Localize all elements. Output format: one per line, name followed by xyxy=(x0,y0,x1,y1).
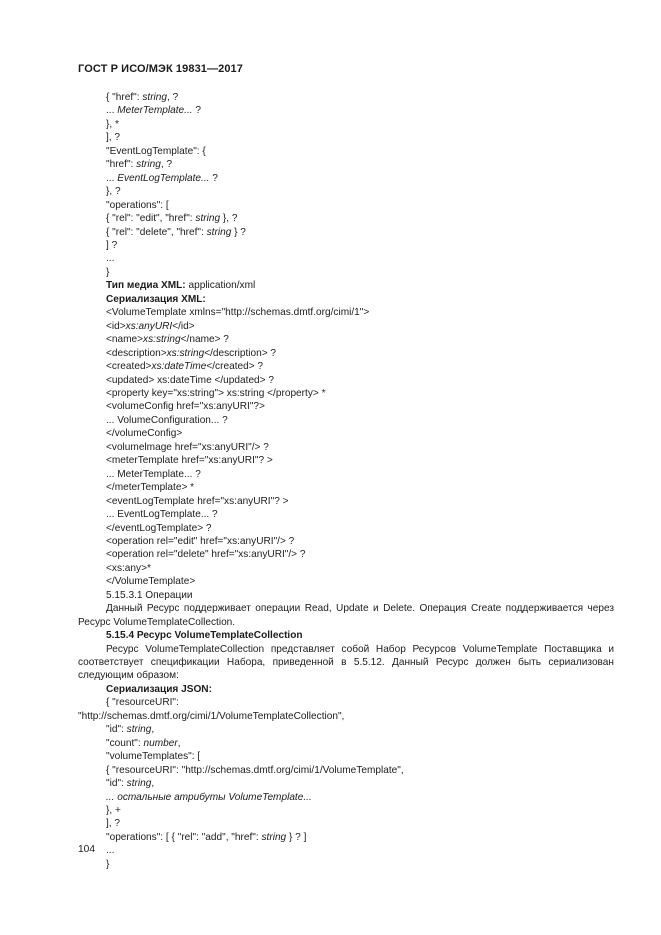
code-text: ? xyxy=(192,105,202,117)
code-text: "http://schemas.dmtf.org/cimi/1/VolumeTemplateCollection", xyxy=(78,710,345,722)
code-line xyxy=(78,414,614,427)
code-text: </description> ? xyxy=(204,347,277,359)
code-text: ... xyxy=(106,845,115,857)
code-text: </VolumeTemplate> xyxy=(106,576,196,588)
code-text: , xyxy=(151,724,155,736)
code-text: <id> xyxy=(106,320,126,332)
code-line xyxy=(78,508,614,521)
code-text: "id": xyxy=(106,724,127,736)
code-text: <eventLogTemplate href="xs:anyURI"? > xyxy=(106,495,289,507)
code-line xyxy=(78,696,614,709)
code-placeholder: string xyxy=(136,159,161,171)
code-text: <volumeConfig href="xs:anyURI"?> xyxy=(106,401,265,413)
code-text: "operations": [ { "rel": "add", "href": xyxy=(106,831,262,843)
code-line xyxy=(78,320,614,333)
code-placeholder: xs:dateTime xyxy=(151,361,207,373)
code-placeholder: xs:string xyxy=(166,347,205,359)
code-text: "volumeTemplates": [ xyxy=(106,751,201,763)
code-line xyxy=(78,535,614,548)
code-text: "id": xyxy=(106,778,127,790)
code-line xyxy=(78,185,614,198)
code-placeholder: string xyxy=(195,213,221,225)
code-text: , ? xyxy=(167,92,179,103)
code-placeholder: EventLogTemplate... xyxy=(117,172,210,184)
code-text: ... xyxy=(106,105,118,117)
code-text: ] ? xyxy=(106,239,118,251)
code-placeholder: string xyxy=(126,778,152,790)
code-text: <xs:any>* xyxy=(106,562,151,574)
code-line xyxy=(78,454,614,467)
code-text: "EventLogTemplate": { xyxy=(106,145,206,157)
code-line xyxy=(78,374,614,387)
code-text: <meterTemplate href="xs:anyURI"? > xyxy=(106,455,273,467)
code-line xyxy=(78,575,614,588)
code-text: </meterTemplate> * xyxy=(106,482,195,494)
code-text: { "resourceURI": xyxy=(106,697,179,709)
page-number: 104 xyxy=(78,844,95,855)
code-text: } xyxy=(106,858,110,870)
code-text: <description> xyxy=(106,347,167,359)
code-line xyxy=(78,131,614,144)
json-block-rest xyxy=(78,723,614,871)
document-body xyxy=(78,91,614,871)
code-line xyxy=(78,750,614,763)
code-text: </eventLogTemplate> ? xyxy=(106,522,212,534)
code-line xyxy=(78,804,614,817)
code-line xyxy=(78,844,614,857)
code-line xyxy=(78,104,614,117)
code-line xyxy=(78,145,614,158)
code-line xyxy=(78,723,614,736)
code-text: <updated> xs:dateTime </updated> ? xyxy=(106,374,274,386)
code-text: { "resourceURI": "http://schemas.dmtf.org/cimi/1/VolumeTemplate", xyxy=(106,764,404,776)
code-text: } xyxy=(106,266,110,278)
code-line xyxy=(78,158,614,171)
code-line xyxy=(78,212,614,225)
code-line xyxy=(78,306,614,319)
code-text: <created> xyxy=(106,361,152,373)
code-line xyxy=(78,737,614,750)
code-line xyxy=(78,333,614,346)
code-placeholder: string xyxy=(142,92,168,103)
code-text: <VolumeTemplate xmlns="http://schemas.dmtf.org/cimi/1"> xyxy=(106,307,370,319)
code-text: <property key="xs:string"> xs:string </property> * xyxy=(106,387,326,399)
code-text: } ? xyxy=(231,226,246,238)
code-text: "count": xyxy=(106,737,144,749)
code-text: } ? ] xyxy=(286,831,307,843)
code-line xyxy=(78,387,614,400)
section-heading: 5.15.4 Ресурс VolumeTemplateCollection xyxy=(106,630,303,642)
code-placeholder: xs:anyURI xyxy=(125,320,173,332)
operations-subsection-title: 5.15.3.1 Операции xyxy=(106,589,193,601)
code-line xyxy=(78,172,614,185)
json-continued-block xyxy=(78,91,614,279)
code-line xyxy=(78,548,614,561)
code-text: { "rel": "delete", "href": xyxy=(106,226,207,238)
code-line xyxy=(78,91,614,104)
code-line xyxy=(78,118,614,131)
code-line xyxy=(78,266,614,279)
code-line xyxy=(78,522,614,535)
code-text: </name> ? xyxy=(180,334,229,346)
code-placeholder: xs:string xyxy=(143,334,181,346)
code-placeholder: ... остальные атрибуты VolumeTemplate... xyxy=(106,791,312,803)
code-text: { "href": xyxy=(106,92,143,103)
code-placeholder: string xyxy=(206,226,232,238)
code-text: </id> xyxy=(172,320,195,332)
code-line xyxy=(78,347,614,360)
code-line xyxy=(78,226,614,239)
operations-paragraph: Данный Ресурс поддерживает операции Read, Update и Delete. Операция Create поддерживается через Ресурс VolumeTemplateCollection. xyxy=(78,603,614,628)
code-line xyxy=(78,858,614,871)
code-text: ... xyxy=(106,172,118,184)
xml-serialization-block xyxy=(78,306,614,589)
code-line xyxy=(78,252,614,265)
code-text: }, + xyxy=(106,805,121,817)
code-text: , xyxy=(151,778,155,790)
code-text: ? xyxy=(209,172,218,184)
code-text: }, * xyxy=(106,118,119,130)
code-line xyxy=(78,831,614,844)
json-serialization-heading: Сериализация JSON: xyxy=(106,683,212,695)
code-text: ], ? xyxy=(106,132,121,144)
code-text: </volumeConfig> xyxy=(106,428,183,440)
code-text: "href": xyxy=(106,159,137,171)
code-line xyxy=(78,495,614,508)
code-placeholder: number xyxy=(143,737,178,749)
code-text: <operation rel="delete" href="xs:anyURI"/> ? xyxy=(106,549,306,561)
code-placeholder: string xyxy=(126,724,152,736)
section-paragraph: Ресурс VolumeTemplateCollection представляет собой Набор Ресурсов VolumeTemplate Поставщика и соответствует спецификации Набора, приведенной в 5.5.12. Данный Ресурс должен быть сериализован следующим образом: xyxy=(78,643,614,682)
code-text: </created> ? xyxy=(206,361,264,373)
code-text: , xyxy=(177,737,181,749)
code-text: ... EventLogTemplate... ? xyxy=(106,509,218,521)
code-line xyxy=(78,468,614,481)
code-text: <name> xyxy=(106,334,144,346)
code-text: ], ? xyxy=(106,818,121,830)
code-line xyxy=(78,562,614,575)
code-text: ... MeterTemplate... ? xyxy=(106,468,201,480)
code-text: ... VolumeConfiguration... ? xyxy=(106,414,228,426)
code-text: "operations": [ xyxy=(106,199,169,211)
code-text: }, ? xyxy=(220,213,238,225)
code-text: ... xyxy=(106,253,115,265)
code-line xyxy=(78,777,614,790)
code-text: <volumelmage href="xs:anyURI"/> ? xyxy=(106,441,269,453)
code-placeholder: MeterTemplate... xyxy=(117,105,193,117)
json-url-line xyxy=(78,710,614,723)
code-line xyxy=(78,791,614,804)
code-line xyxy=(78,481,614,494)
code-placeholder: string xyxy=(261,831,287,843)
code-line xyxy=(78,817,614,830)
doc-header: ГОСТ Р ИСО/МЭК 19831—2017 xyxy=(78,63,243,75)
xml-media-type xyxy=(78,279,614,292)
xml-serialization-heading: Сериализация XML: xyxy=(106,293,206,305)
code-line xyxy=(78,199,614,212)
code-text: , ? xyxy=(160,159,173,171)
code-line xyxy=(78,360,614,373)
code-line xyxy=(78,441,614,454)
code-line xyxy=(78,764,614,777)
code-line xyxy=(78,239,614,252)
code-line xyxy=(78,427,614,440)
code-text: }, ? xyxy=(106,186,121,198)
code-text: { "rel": "edit", "href": xyxy=(106,213,196,225)
media-type-label: Тип медиа XML: xyxy=(106,280,186,292)
code-line xyxy=(78,400,614,413)
media-type-value: application/xml xyxy=(185,280,256,292)
json-block-start xyxy=(78,696,614,709)
code-text: <operation rel="edit" href="xs:anyURI"/> ? xyxy=(106,535,295,547)
